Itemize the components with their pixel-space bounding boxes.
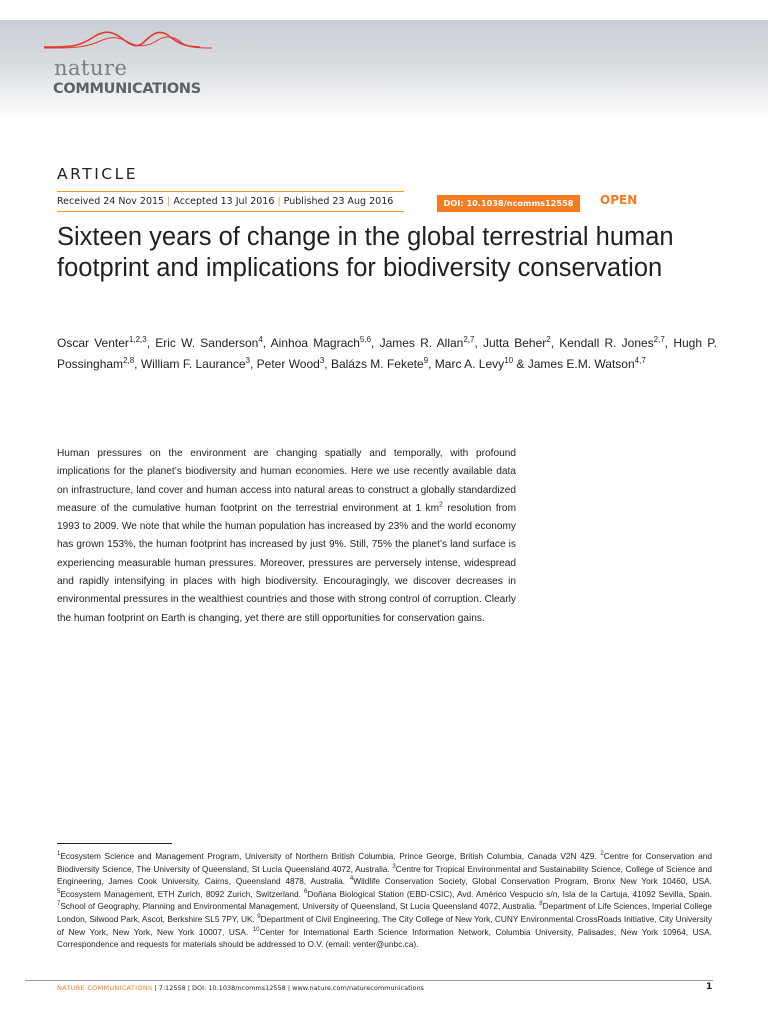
affiliation-number: 4 bbox=[349, 876, 354, 883]
affiliation-text: Department of Life Sciences, Imperial College London, Silwood Park, Ascot, Berkshire SL5 7PY, UK. bbox=[57, 901, 712, 924]
publication-dates bbox=[57, 196, 393, 207]
affiliations-footnote bbox=[57, 850, 712, 951]
author-affiliation-marker[interactable]: 3 bbox=[319, 356, 325, 365]
logo-communications-text: COMMUNICATIONS bbox=[53, 81, 201, 97]
author-separator: , bbox=[428, 357, 435, 371]
affiliation-number: 5 bbox=[57, 889, 61, 896]
author-separator: , bbox=[371, 336, 380, 350]
footnote-rule bbox=[57, 843, 172, 844]
open-access-label: OPEN bbox=[600, 193, 638, 207]
footer-rule bbox=[25, 980, 713, 981]
doi-badge[interactable]: DOI: 10.1038/ncomms12558 bbox=[437, 195, 580, 212]
author-separator: , bbox=[250, 357, 257, 371]
author-affiliation-marker[interactable]: 10 bbox=[504, 356, 514, 365]
author-name[interactable]: Jutta Beher bbox=[483, 336, 547, 350]
author-separator: , bbox=[134, 357, 141, 371]
affiliation-text: Department of Civil Engineering, The City College of New York, CUNY Environmental CrossRoads Initiative, City University of New York, New York, New York 10007, USA. bbox=[57, 913, 712, 937]
article-title: Sixteen years of change in the global terrestrial human footprint and implications for biodiversity conservation bbox=[57, 223, 674, 282]
date-separator: | bbox=[277, 196, 281, 207]
author-separator: , bbox=[550, 336, 560, 350]
author-affiliation-marker[interactable]: 1,2,3 bbox=[128, 335, 147, 344]
author-affiliation-marker[interactable]: 9 bbox=[423, 356, 429, 365]
author-list bbox=[57, 333, 717, 375]
author-name[interactable]: Eric W. Sanderson bbox=[155, 336, 259, 350]
abstract-superscript: 2 bbox=[439, 501, 443, 509]
author-affiliation-marker[interactable]: 4,7 bbox=[634, 356, 646, 365]
received-date: Received 24 Nov 2015 bbox=[57, 196, 165, 207]
logo-nature-text: nature bbox=[54, 56, 128, 80]
author-affiliation-marker[interactable]: 2,7 bbox=[653, 335, 665, 344]
affiliation-number: 8 bbox=[539, 901, 543, 908]
affiliation-number: 1 bbox=[57, 851, 61, 858]
abstract-text-1: Human pressures on the environment are changing spatially and temporally, with profound implications for the planet’s biodiversity and human economies. Here we use recently available data on infrastructure, land cover and human access into natural areas to construct a globally standardized measure of the cumulative human footprint on the terrestrial environment at 1 km bbox=[57, 448, 516, 514]
accepted-date: Accepted 13 Jul 2016 bbox=[173, 196, 275, 207]
affiliation-text: Ecosystem Science and Management Program, University of Northern British Columbia, Prince George, British Columbia, Canada V2N 4Z9. bbox=[60, 851, 597, 861]
affiliation-number: 3 bbox=[392, 863, 396, 870]
footer-citation: | 7:12558 | DOI: 10.1038/ncomms12558 | www.nature.com/naturecommunications bbox=[152, 984, 424, 992]
dates-top-rule bbox=[57, 191, 404, 192]
affiliation-number: 6 bbox=[304, 889, 308, 896]
page-number: 1 bbox=[706, 982, 713, 992]
affiliation-number: 9 bbox=[257, 914, 261, 921]
author-name[interactable]: Balázs M. Fekete bbox=[330, 357, 424, 371]
affiliation-text: Doñana Biological Station (EBD-CSIC), Avd. Américo Vespucio s/n, Isla de la Cartuja, 41092 Sevilla, Spain. bbox=[307, 888, 712, 899]
affiliation-number: 2 bbox=[600, 851, 604, 858]
page-footer bbox=[57, 984, 424, 992]
article-type-label: ARTICLE bbox=[57, 165, 139, 183]
abstract-text-2: resolution from 1993 to 2009. We note that while the human population has increased by 23% and the world economy has grown 153%, the human footprint has increased by just 9%. Still, 75% the planet’s land surface is experiencing measurable human pressures. Moreover, pressures are perversely intense, widespread and rapidly intensifying in places with high biodiversity. Encouragingly, we discover decreases in environmental pressures in the wealthiest countries and those with strong control of corruption. Clearly the human footprint on Earth is changing, yet there are still opportunities for conservation gains. bbox=[57, 502, 516, 624]
author-separator: , bbox=[262, 336, 271, 350]
author-affiliation-marker[interactable]: 4 bbox=[258, 335, 263, 344]
affiliation-text: Center for International Earth Science Information Network, Columbia University, Palisades, New York 10964, USA. bbox=[259, 926, 712, 937]
date-separator: | bbox=[167, 196, 171, 207]
author-separator: , bbox=[664, 336, 674, 350]
author-affiliation-marker[interactable]: 5,6 bbox=[359, 335, 372, 344]
author-name[interactable]: James R. Allan bbox=[379, 336, 464, 350]
author-name[interactable]: Oscar Venter bbox=[57, 336, 129, 350]
author-affiliation-marker[interactable]: 2 bbox=[546, 335, 551, 344]
author-affiliation-marker[interactable]: 3 bbox=[245, 356, 250, 365]
footer-journal-name[interactable]: NATURE COMMUNICATIONS bbox=[57, 984, 153, 992]
affiliation-text: Centre for Conservation and Biodiversity Science, The University of Queensland, St Lucia Queensland 4072, Australia. bbox=[57, 851, 712, 874]
journal-logo[interactable] bbox=[40, 24, 240, 104]
affiliation-text: School of Geography, Planning and Environmental Management, University of Queensland, St Lucia Queensland 4072, Australia. bbox=[60, 901, 537, 912]
author-name[interactable]: Peter Wood bbox=[256, 357, 320, 371]
author-separator: , bbox=[474, 336, 483, 350]
correspondence-note: Correspondence and requests for materials should be addressed to O.V. (email: venter@unbc.ca). bbox=[57, 939, 419, 950]
author-name[interactable]: & James E.M. Watson bbox=[516, 357, 635, 371]
author-name[interactable]: Marc A. Levy bbox=[434, 357, 505, 371]
affiliation-text: Ecosystem Management, ETH Zurich, 8092 Zurich, Switzerland. bbox=[60, 888, 301, 899]
dates-bottom-rule bbox=[57, 211, 404, 212]
affiliation-text: Wildlife Conservation Society, Global Conservation Program, Bronx New York 10460, USA. bbox=[353, 876, 712, 887]
author-name[interactable]: William F. Laurance bbox=[140, 357, 246, 371]
author-separator: , bbox=[324, 357, 331, 371]
author-name[interactable]: Kendall R. Jones bbox=[559, 336, 654, 350]
affiliation-number: 7 bbox=[57, 901, 61, 908]
author-affiliation-marker[interactable]: 2,7 bbox=[463, 335, 475, 344]
author-name[interactable]: Ainhoa Magrach bbox=[270, 336, 360, 350]
abstract bbox=[57, 445, 516, 628]
published-date: Published 23 Aug 2016 bbox=[283, 196, 394, 207]
author-separator: , bbox=[146, 336, 156, 350]
author-name[interactable]: Hugh P. Possingham bbox=[57, 336, 718, 371]
affiliation-number: 10 bbox=[252, 926, 260, 933]
affiliation-text: Centre for Tropical Environmental and Sustainability Science, College of Science and Engineering, James Cook University, Cairns, Queensland 4878, Australia. bbox=[57, 863, 712, 887]
author-affiliation-marker[interactable]: 2,8 bbox=[123, 356, 135, 365]
